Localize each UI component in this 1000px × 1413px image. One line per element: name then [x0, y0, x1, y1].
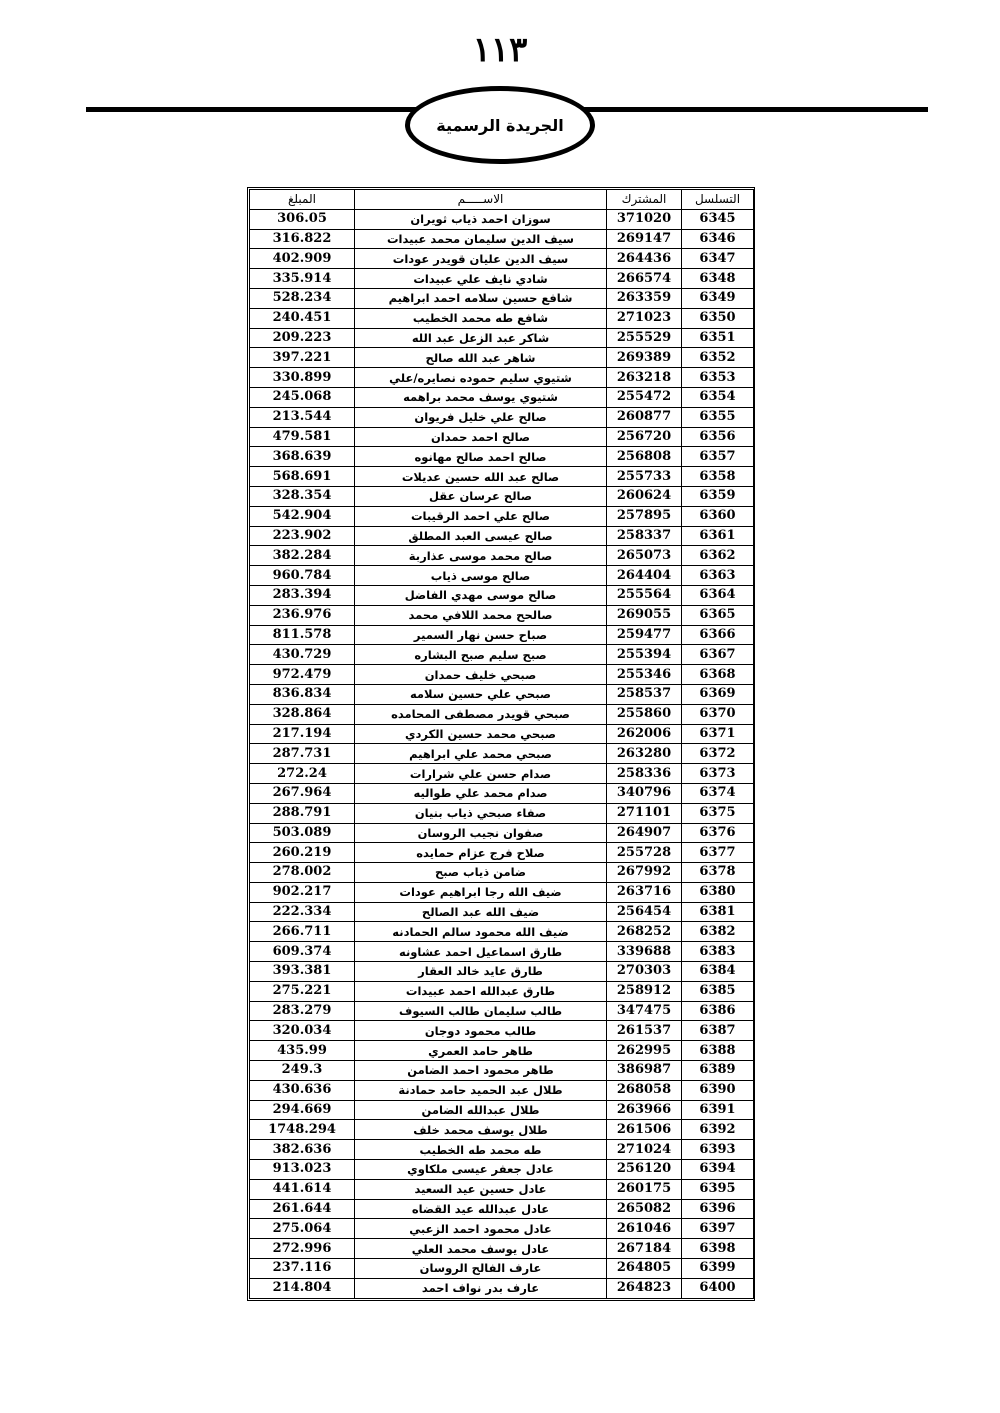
cell-amount: 214.804: [250, 1278, 355, 1298]
cell-name: عارف بدر نواف احمد: [355, 1278, 607, 1298]
cell-serial: 6386: [682, 1001, 754, 1021]
cell-serial: 6373: [682, 764, 754, 784]
cell-serial: 6387: [682, 1021, 754, 1041]
table-body: [250, 209, 754, 1298]
cell-name: شتيوي سليم حموده نصايره/علي: [355, 368, 607, 388]
cell-serial: 6369: [682, 684, 754, 704]
table-row: [250, 981, 754, 1001]
table-row: [250, 902, 754, 922]
header-amount: المبلغ: [250, 190, 355, 210]
cell-amount: 272.996: [250, 1239, 355, 1259]
cell-subscriber: 264907: [607, 823, 682, 843]
cell-name: صبحي قويدر مصطفى المحامده: [355, 704, 607, 724]
cell-name: صالح احمد حمدان: [355, 427, 607, 447]
cell-serial: 6360: [682, 506, 754, 526]
table-row: [250, 803, 754, 823]
table-row: [250, 823, 754, 843]
cell-name: عادل عبدالله عيد القضاه: [355, 1199, 607, 1219]
cell-subscriber: 257895: [607, 506, 682, 526]
cell-serial: 6353: [682, 368, 754, 388]
cell-name: شتيوي يوسف محمد براهمه: [355, 387, 607, 407]
table-row: [250, 922, 754, 942]
cell-serial: 6384: [682, 962, 754, 982]
cell-serial: 6362: [682, 546, 754, 566]
table-row: [250, 506, 754, 526]
cell-subscriber: 258337: [607, 526, 682, 546]
table-row: [250, 962, 754, 982]
cell-amount: 528.234: [250, 288, 355, 308]
cell-amount: 287.731: [250, 744, 355, 764]
cell-name: طارق اسماعيل احمد عشاونه: [355, 942, 607, 962]
table-row: [250, 704, 754, 724]
cell-name: صبحي علي حسين سلامه: [355, 684, 607, 704]
cell-amount: 402.909: [250, 249, 355, 269]
table-row: [250, 684, 754, 704]
header-name: الاســـــم: [355, 190, 607, 210]
cell-subscriber: 268058: [607, 1080, 682, 1100]
cell-amount: 213.544: [250, 407, 355, 427]
cell-serial: 6351: [682, 328, 754, 348]
cell-serial: 6388: [682, 1041, 754, 1061]
cell-subscriber: 258912: [607, 981, 682, 1001]
table-row: [250, 1080, 754, 1100]
cell-name: صفوان نجيب الروسان: [355, 823, 607, 843]
cell-amount: 288.791: [250, 803, 355, 823]
cell-amount: 275.064: [250, 1219, 355, 1239]
cell-subscriber: 264436: [607, 249, 682, 269]
cell-amount: 245.068: [250, 387, 355, 407]
cell-subscriber: 256454: [607, 902, 682, 922]
cell-name: صفاء صبحي ذياب بنيان: [355, 803, 607, 823]
table-row: [250, 546, 754, 566]
cell-serial: 6394: [682, 1160, 754, 1180]
cell-serial: 6359: [682, 486, 754, 506]
cell-serial: 6397: [682, 1219, 754, 1239]
cell-name: صبحي خليف حمدان: [355, 665, 607, 685]
table-row: [250, 783, 754, 803]
table-row: [250, 229, 754, 249]
cell-name: ضيف الله عبد الصالح: [355, 902, 607, 922]
cell-serial: 6392: [682, 1120, 754, 1140]
table-row: [250, 486, 754, 506]
table-row: [250, 467, 754, 487]
cell-name: صالح موسى مهدي الفاضل: [355, 585, 607, 605]
cell-amount: 249.3: [250, 1061, 355, 1081]
cell-amount: 328.864: [250, 704, 355, 724]
cell-serial: 6391: [682, 1100, 754, 1120]
cell-name: صبحي محمد علي ابراهيم: [355, 744, 607, 764]
cell-amount: 222.334: [250, 902, 355, 922]
journal-title: الجريدة الرسمية: [436, 115, 564, 135]
cell-amount: 902.217: [250, 882, 355, 902]
payments-table: [249, 189, 754, 1299]
page-number: ١١٣: [472, 30, 528, 70]
cell-serial: 6346: [682, 229, 754, 249]
cell-serial: 6375: [682, 803, 754, 823]
cell-serial: 6368: [682, 665, 754, 685]
table-row: [250, 724, 754, 744]
cell-subscriber: 263716: [607, 882, 682, 902]
cell-amount: 609.374: [250, 942, 355, 962]
cell-subscriber: 339688: [607, 942, 682, 962]
cell-subscriber: 263218: [607, 368, 682, 388]
cell-serial: 6350: [682, 308, 754, 328]
cell-name: شاكر عبد الزعل عبد الله: [355, 328, 607, 348]
cell-name: عادل محمود احمد الزعبي: [355, 1219, 607, 1239]
cell-name: شاهر عبد الله صالح: [355, 348, 607, 368]
table-row: [250, 665, 754, 685]
cell-name: طلال عبدالله الضامن: [355, 1100, 607, 1120]
cell-serial: 6363: [682, 566, 754, 586]
cell-name: ضيف الله محمود سالم الحمادنه: [355, 922, 607, 942]
cell-name: صالح علي احمد الرقيبات: [355, 506, 607, 526]
cell-amount: 430.636: [250, 1080, 355, 1100]
cell-serial: 6374: [682, 783, 754, 803]
cell-name: صالح محمد موسى عذاربة: [355, 546, 607, 566]
table-row: [250, 1001, 754, 1021]
cell-serial: 6396: [682, 1199, 754, 1219]
cell-amount: 836.834: [250, 684, 355, 704]
cell-subscriber: 340796: [607, 783, 682, 803]
cell-amount: 542.904: [250, 506, 355, 526]
cell-serial: 6355: [682, 407, 754, 427]
cell-serial: 6376: [682, 823, 754, 843]
table-row: [250, 1239, 754, 1259]
cell-amount: 272.24: [250, 764, 355, 784]
cell-subscriber: 255733: [607, 467, 682, 487]
cell-subscriber: 269147: [607, 229, 682, 249]
cell-name: عادل يوسف محمد العلي: [355, 1239, 607, 1259]
cell-name: صباح حسن نهار السمير: [355, 625, 607, 645]
cell-name: طالب سليمان طالب السيوف: [355, 1001, 607, 1021]
cell-serial: 6356: [682, 427, 754, 447]
cell-serial: 6399: [682, 1259, 754, 1279]
cell-subscriber: 255564: [607, 585, 682, 605]
table-row: [250, 249, 754, 269]
cell-amount: 217.194: [250, 724, 355, 744]
cell-subscriber: 271024: [607, 1140, 682, 1160]
cell-subscriber: 255529: [607, 328, 682, 348]
table-row: [250, 605, 754, 625]
cell-serial: 6364: [682, 585, 754, 605]
cell-serial: 6354: [682, 387, 754, 407]
cell-subscriber: 269389: [607, 348, 682, 368]
cell-amount: 397.221: [250, 348, 355, 368]
cell-serial: 6382: [682, 922, 754, 942]
table-row: [250, 209, 754, 229]
cell-amount: 960.784: [250, 566, 355, 586]
cell-name: شافع طه محمد الخطيب: [355, 308, 607, 328]
table-row: [250, 348, 754, 368]
table-row: [250, 328, 754, 348]
cell-amount: 811.578: [250, 625, 355, 645]
cell-amount: 294.669: [250, 1100, 355, 1120]
table-row: [250, 427, 754, 447]
cell-serial: 6398: [682, 1239, 754, 1259]
cell-serial: 6370: [682, 704, 754, 724]
cell-name: عادل حسين عيد السعيد: [355, 1179, 607, 1199]
table-row: [250, 1199, 754, 1219]
table-row: [250, 368, 754, 388]
cell-amount: 441.614: [250, 1179, 355, 1199]
cell-amount: 972.479: [250, 665, 355, 685]
cell-name: طاهر محمود احمد الضامن: [355, 1061, 607, 1081]
cell-amount: 1748.294: [250, 1120, 355, 1140]
table-row: [250, 1259, 754, 1279]
table-row: [250, 1120, 754, 1140]
cell-serial: 6400: [682, 1278, 754, 1298]
cell-serial: 6377: [682, 843, 754, 863]
cell-name: عادل جعفر عيسى ملكاوي: [355, 1160, 607, 1180]
table-row: [250, 1179, 754, 1199]
cell-serial: 6357: [682, 447, 754, 467]
cell-serial: 6393: [682, 1140, 754, 1160]
cell-amount: 240.451: [250, 308, 355, 328]
cell-amount: 266.711: [250, 922, 355, 942]
cell-subscriber: 266574: [607, 269, 682, 289]
cell-subscriber: 255346: [607, 665, 682, 685]
cell-name: شادي نايف علي عبيدات: [355, 269, 607, 289]
cell-subscriber: 262006: [607, 724, 682, 744]
cell-subscriber: 260624: [607, 486, 682, 506]
cell-subscriber: 263966: [607, 1100, 682, 1120]
cell-amount: 260.219: [250, 843, 355, 863]
cell-subscriber: 259477: [607, 625, 682, 645]
cell-subscriber: 271101: [607, 803, 682, 823]
cell-subscriber: 255860: [607, 704, 682, 724]
table-row: [250, 387, 754, 407]
table-row: [250, 882, 754, 902]
cell-amount: 382.636: [250, 1140, 355, 1160]
cell-serial: 6395: [682, 1179, 754, 1199]
cell-amount: 393.381: [250, 962, 355, 982]
cell-subscriber: 261537: [607, 1021, 682, 1041]
cell-serial: 6385: [682, 981, 754, 1001]
cell-subscriber: 265073: [607, 546, 682, 566]
cell-name: صالح عرسان عقل: [355, 486, 607, 506]
cell-subscriber: 255472: [607, 387, 682, 407]
cell-name: صالح علي خليل فريوان: [355, 407, 607, 427]
cell-amount: 316.822: [250, 229, 355, 249]
cell-name: عارف الفالح الروسان: [355, 1259, 607, 1279]
cell-name: طالب محمود دوجان: [355, 1021, 607, 1041]
cell-name: صلاح فرج عزام حمايده: [355, 843, 607, 863]
cell-amount: 320.034: [250, 1021, 355, 1041]
cell-serial: 6389: [682, 1061, 754, 1081]
cell-amount: 479.581: [250, 427, 355, 447]
cell-serial: 6347: [682, 249, 754, 269]
table-row: [250, 288, 754, 308]
cell-serial: 6371: [682, 724, 754, 744]
cell-serial: 6378: [682, 863, 754, 883]
cell-subscriber: 263359: [607, 288, 682, 308]
cell-serial: 6361: [682, 526, 754, 546]
cell-subscriber: 270303: [607, 962, 682, 982]
cell-amount: 330.899: [250, 368, 355, 388]
cell-amount: 306.05: [250, 209, 355, 229]
cell-subscriber: 265082: [607, 1199, 682, 1219]
table-row: [250, 645, 754, 665]
cell-serial: 6345: [682, 209, 754, 229]
cell-name: سوزان احمد ذياب ثويران: [355, 209, 607, 229]
cell-amount: 278.002: [250, 863, 355, 883]
cell-subscriber: 267184: [607, 1239, 682, 1259]
cell-name: طه محمد طه الخطيب: [355, 1140, 607, 1160]
cell-subscriber: 255394: [607, 645, 682, 665]
table-row: [250, 843, 754, 863]
cell-serial: 6349: [682, 288, 754, 308]
cell-amount: 236.976: [250, 605, 355, 625]
table-row: [250, 566, 754, 586]
table-row: [250, 625, 754, 645]
cell-serial: 6372: [682, 744, 754, 764]
cell-name: صالح عبد الله حسين عديلات: [355, 467, 607, 487]
header-oval: [405, 86, 595, 164]
table-row: [250, 1278, 754, 1298]
cell-name: طلال يوسف محمد خلف: [355, 1120, 607, 1140]
cell-amount: 223.902: [250, 526, 355, 546]
table-row: [250, 447, 754, 467]
table-row: [250, 1100, 754, 1120]
cell-subscriber: 260877: [607, 407, 682, 427]
table-row: [250, 269, 754, 289]
table-row: [250, 942, 754, 962]
cell-serial: 6381: [682, 902, 754, 922]
cell-name: طارق عبدالله احمد عبيدات: [355, 981, 607, 1001]
cell-subscriber: 258336: [607, 764, 682, 784]
cell-subscriber: 256120: [607, 1160, 682, 1180]
cell-subscriber: 347475: [607, 1001, 682, 1021]
table-row: [250, 1061, 754, 1081]
cell-name: صبح سليم صبح البشاره: [355, 645, 607, 665]
cell-amount: 283.394: [250, 585, 355, 605]
table-row: [250, 863, 754, 883]
table-row: [250, 1140, 754, 1160]
cell-name: صبحي محمد حسين الكردي: [355, 724, 607, 744]
cell-subscriber: 264823: [607, 1278, 682, 1298]
cell-subscriber: 262995: [607, 1041, 682, 1061]
cell-name: صدام محمد علي طواليه: [355, 783, 607, 803]
cell-serial: 6366: [682, 625, 754, 645]
cell-subscriber: 371020: [607, 209, 682, 229]
cell-subscriber: 264404: [607, 566, 682, 586]
cell-subscriber: 271023: [607, 308, 682, 328]
cell-subscriber: 261046: [607, 1219, 682, 1239]
cell-subscriber: 255728: [607, 843, 682, 863]
header-serial: التسلسل: [682, 190, 754, 210]
cell-amount: 368.639: [250, 447, 355, 467]
cell-amount: 335.914: [250, 269, 355, 289]
cell-amount: 237.116: [250, 1259, 355, 1279]
cell-amount: 283.279: [250, 1001, 355, 1021]
cell-name: صالحح محمد اللافي محمد: [355, 605, 607, 625]
table-row: [250, 764, 754, 784]
cell-name: ضيف الله رجا ابراهيم عودات: [355, 882, 607, 902]
table-row: [250, 1041, 754, 1061]
cell-amount: 209.223: [250, 328, 355, 348]
cell-subscriber: 258537: [607, 684, 682, 704]
table-row: [250, 585, 754, 605]
cell-name: طاهر حامد العمري: [355, 1041, 607, 1061]
cell-serial: 6352: [682, 348, 754, 368]
table-row: [250, 744, 754, 764]
cell-amount: 275.221: [250, 981, 355, 1001]
cell-name: صالح احمد صالح مهانوه: [355, 447, 607, 467]
cell-serial: 6365: [682, 605, 754, 625]
cell-amount: 430.729: [250, 645, 355, 665]
cell-serial: 6348: [682, 269, 754, 289]
cell-name: صالح موسى ذياب: [355, 566, 607, 586]
cell-amount: 267.964: [250, 783, 355, 803]
cell-subscriber: 268252: [607, 922, 682, 942]
cell-amount: 382.284: [250, 546, 355, 566]
cell-serial: 6358: [682, 467, 754, 487]
cell-name: صدام حسن علي شرارات: [355, 764, 607, 784]
cell-subscriber: 260175: [607, 1179, 682, 1199]
cell-subscriber: 267992: [607, 863, 682, 883]
cell-serial: 6383: [682, 942, 754, 962]
table-row: [250, 1160, 754, 1180]
table-header-row: [250, 190, 754, 210]
cell-name: صالح عيسى العبد المطلق: [355, 526, 607, 546]
cell-amount: 435.99: [250, 1041, 355, 1061]
cell-serial: 6367: [682, 645, 754, 665]
cell-amount: 568.691: [250, 467, 355, 487]
cell-name: طلال عبد الحميد حامد حمادنة: [355, 1080, 607, 1100]
cell-amount: 328.354: [250, 486, 355, 506]
cell-amount: 913.023: [250, 1160, 355, 1180]
cell-name: طارق عايد خالد العقار: [355, 962, 607, 982]
cell-subscriber: 256808: [607, 447, 682, 467]
cell-amount: 503.089: [250, 823, 355, 843]
cell-name: ضامن ذياب صبح: [355, 863, 607, 883]
cell-subscriber: 261506: [607, 1120, 682, 1140]
cell-serial: 6380: [682, 882, 754, 902]
cell-name: سيف الدين عليان قويدر عودات: [355, 249, 607, 269]
cell-subscriber: 269055: [607, 605, 682, 625]
table-row: [250, 526, 754, 546]
payments-table-frame: [247, 187, 755, 1301]
cell-subscriber: 263280: [607, 744, 682, 764]
table-row: [250, 407, 754, 427]
header-subscriber: المشترك: [607, 190, 682, 210]
cell-subscriber: 256720: [607, 427, 682, 447]
cell-name: شافع حسين سلامه احمد ابراهيم: [355, 288, 607, 308]
cell-name: سيف الدين سليمان محمد عبيدات: [355, 229, 607, 249]
cell-subscriber: 386987: [607, 1061, 682, 1081]
cell-subscriber: 264805: [607, 1259, 682, 1279]
table-row: [250, 1219, 754, 1239]
cell-amount: 261.644: [250, 1199, 355, 1219]
table-row: [250, 1021, 754, 1041]
table-row: [250, 308, 754, 328]
cell-serial: 6390: [682, 1080, 754, 1100]
